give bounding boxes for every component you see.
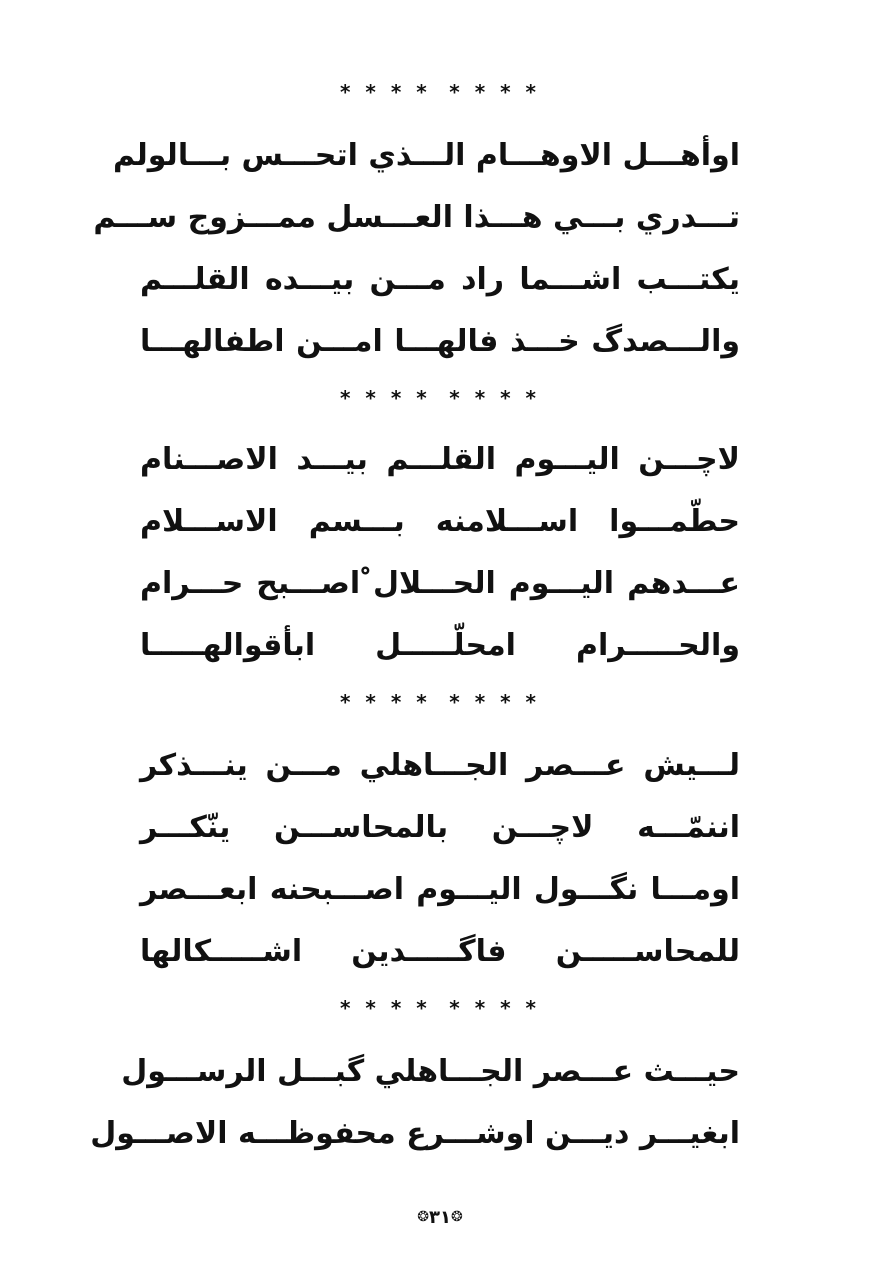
page-number-value: ٣١ (429, 1206, 451, 1228)
ornament-icon: ❂ (417, 1209, 429, 1225)
verse-line: حطّمـــوا اســـلامنه بـــسم الاســـلام (140, 504, 740, 539)
verse-line: اننمّـــه لاچـــن بالمحاســـن ينّكـــر (140, 810, 740, 845)
separator-stars: * * * * (449, 386, 540, 410)
verse-line: اوأهـــل الاوهـــام الـــذي اتحـــس بـــالولم (112, 138, 740, 173)
stanza-separator (340, 386, 540, 410)
verse-line: للمحاســـــن فاگـــــدين اشـــــكالها (140, 934, 740, 969)
separator-stars: * * * * (340, 996, 431, 1020)
verse-line: لاچـــن اليـــوم القلـــم بيـــد الاصـــنام (140, 442, 740, 477)
separator-stars: * * * * (340, 80, 431, 104)
verse-line: اومـــا نگـــول اليـــوم اصـــبحنه ابعـــصر (140, 872, 740, 907)
verse-line: حيـــث عـــصر الجـــاهلي گبـــل الرســـول (121, 1054, 740, 1089)
separator-stars: * * * * (340, 690, 431, 714)
separator-stars: * * * * (449, 690, 540, 714)
page-number (400, 1200, 480, 1234)
verse-line: عـــدهم اليـــوم الحـــلال ْاصـــبح حـــرام (140, 566, 740, 601)
verse-line: تـــدري بـــي هـــذا العـــسل ممـــزوج ســـم (93, 200, 740, 235)
verse-line: يكتـــب اشـــما راد مـــن بيـــده القلـــم (140, 262, 740, 297)
separator-stars: * * * * (449, 80, 540, 104)
separator-stars: * * * * (340, 386, 431, 410)
verse-line: ابغيـــر ديـــن اوشـــرع محفوظـــه الاصـــول (90, 1116, 740, 1151)
separator-stars: * * * * (449, 996, 540, 1020)
verse-line: لـــيش عـــصر الجـــاهلي مـــن ينـــذكر (140, 748, 740, 783)
ornament-icon: ❂ (450, 1209, 463, 1225)
verse-line: والحـــــرام امحلّـــــل ابأقوالهـــــا (140, 628, 740, 663)
stanza-separator (340, 80, 540, 104)
stanza-separator (340, 690, 540, 714)
stanza-separator (340, 996, 540, 1020)
verse-line: والـــصدگ خـــذ فالهـــا امـــن اطفالهـــا (140, 324, 740, 359)
